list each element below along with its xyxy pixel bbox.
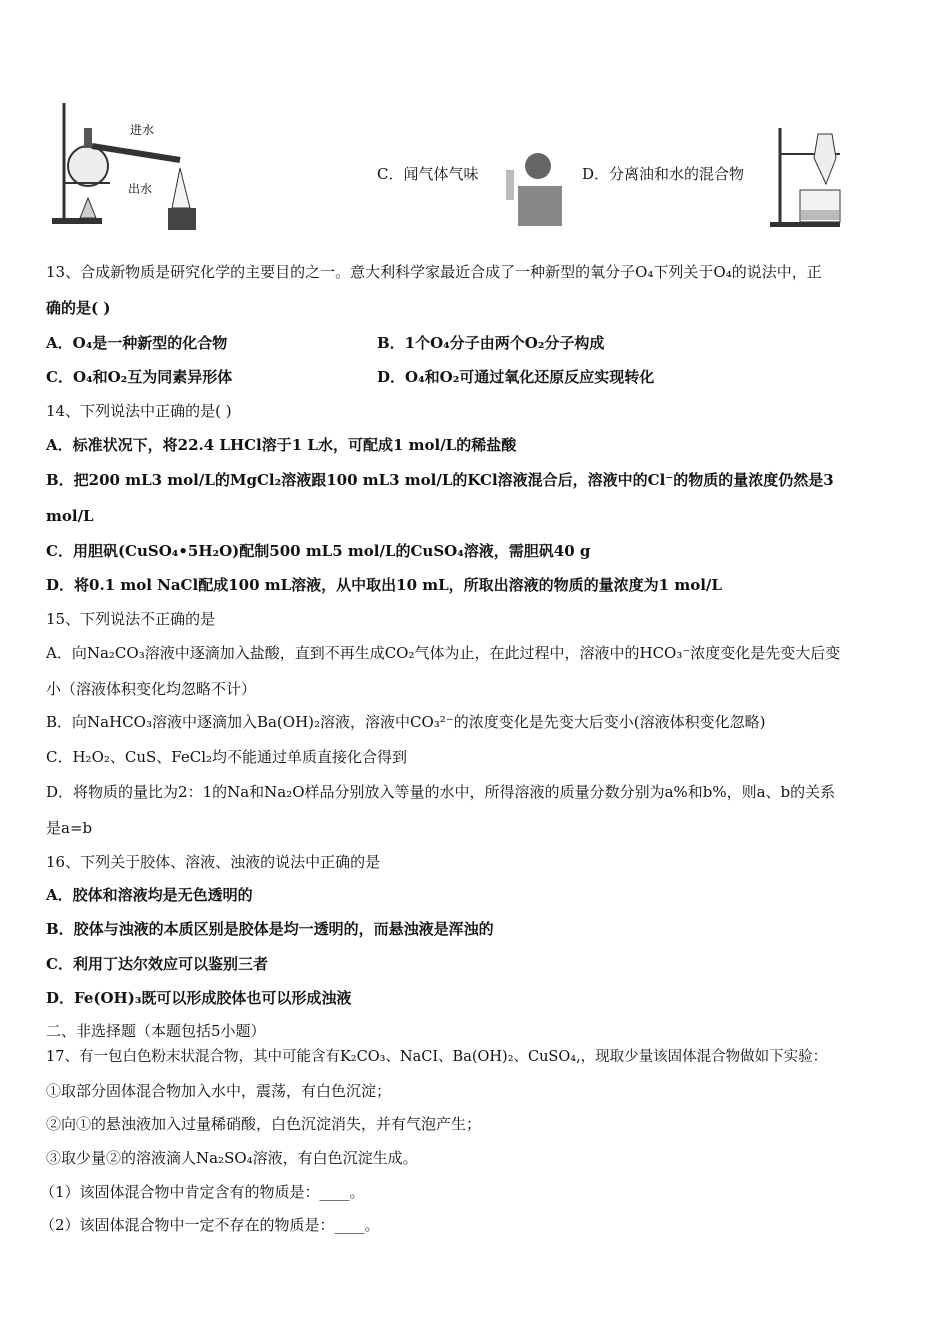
q14-option-c: C．用胆矾(CuSO₄•5H₂O)配制500 mL5 mol/L的CuSO₄溶液，需胆矾40 g — [46, 542, 591, 560]
figure-d-label: D．分离油和水的混合物 — [582, 165, 745, 183]
q15-option-a-line2: 小（溶液体积变化均忽略不计） — [46, 680, 257, 698]
figure-c-label: C．闻气体气味 — [377, 165, 479, 183]
q13-option-a: A．O₄是一种新型的化合物 — [46, 334, 228, 352]
separatory-funnel-figure — [770, 124, 855, 232]
water-out-label: 出水 — [128, 182, 153, 196]
section-heading: 二、非选择题（本题包括5小题） — [46, 1022, 266, 1040]
q15-option-d-line2: 是a=b — [46, 819, 93, 837]
q15-option-b: B．向NaHCO₃溶液中逐滴加入Ba(OH)₂溶液，溶液中CO₃²⁻的浓度变化是先变大后变小(溶液体积变化忽略) — [46, 713, 766, 731]
q15-option-c: C．H₂O₂、CuS、FeCl₂均不能通过单质直接化合得到 — [46, 748, 408, 766]
q13-option-c: C．O₄和O₂互为同素异形体 — [46, 368, 233, 386]
q16-stem: 16、下列关于胶体、溶液、浊液的说法中正确的是 — [46, 853, 381, 871]
q17-part-2: （2）该固体混合物中一定不存在的物质是：____。 — [40, 1216, 380, 1234]
water-in-label: 进水 — [130, 123, 155, 137]
q17-part-1: （1）该固体混合物中肯定含有的物质是：____。 — [40, 1183, 365, 1201]
q13-option-d: D．O₄和O₂可通过氧化还原反应实现转化 — [377, 368, 655, 386]
q13-stem-line2: 确的是( ) — [46, 299, 111, 317]
q17-step-2: ②向①的悬浊液加入过量稀硝酸，白色沉淀消失，并有气泡产生； — [46, 1115, 482, 1133]
q17-stem: 17、有一包白色粉末状混合物，其中可能含有K₂CO₃、NaCI、Ba(OH)₂、CuSO₄,，现取少量该固体混合物做如下实验： — [46, 1049, 828, 1065]
q14-stem: 14、下列说法中正确的是( ) — [46, 402, 232, 420]
q16-option-c: C．利用丁达尔效应可以鉴别三者 — [46, 955, 268, 973]
q15-option-a-line1: A．向Na₂CO₃溶液中逐滴加入盐酸，直到不再生成CO₂气体为止，在此过程中，溶液中的HCO₃⁻浓度变化是先变大后变 — [46, 644, 841, 662]
q15-option-d-line1: D．将物质的量比为2：1的Na和Na₂O样品分别放入等量的水中，所得溶液的质量分数分别为a%和b%，则a、b的关系 — [46, 783, 836, 801]
q14-option-d: D．将0.1 mol NaCl配成100 mL溶液，从中取出10 mL，所取出溶液的物质的量浓度为1 mol/L — [46, 576, 722, 594]
q15-stem: 15、下列说法不正确的是 — [46, 610, 216, 628]
q16-option-b: B．胶体与浊液的本质区别是胶体是均一透明的，而悬浊液是浑浊的 — [46, 920, 494, 938]
q16-option-d: D．Fe(OH)₃既可以形成胶体也可以形成浊液 — [46, 989, 352, 1007]
q13-stem-line1: 13、合成新物质是研究化学的主要目的之一。意大利科学家最近合成了一种新型的氧分子O₄下列关于O₄的说法中，正 — [46, 263, 822, 281]
q14-option-a: A．标准状况下，将22.4 LHCl溶于1 L水，可配成1 mol/L的稀盐酸 — [46, 436, 517, 454]
q16-option-a: A．胶体和溶液均是无色透明的 — [46, 886, 253, 904]
distillation-apparatus-figure — [50, 98, 210, 230]
boy-smelling-gas-figure — [494, 148, 566, 228]
q14-option-b-line1: B．把200 mL3 mol/L的MgCl₂溶液跟100 mL3 mol/L的KCl溶液混合后，溶液中的Cl⁻的物质的量浓度仍然是3 — [46, 471, 834, 489]
q13-option-b: B．1个O₄分子由两个O₂分子构成 — [377, 334, 605, 352]
q14-option-b-line2: mol/L — [46, 507, 94, 525]
q17-step-3: ③取少量②的溶液滴人Na₂SO₄溶液，有白色沉淀生成。 — [46, 1149, 418, 1167]
q17-step-1: ①取部分固体混合物加入水中，震荡，有白色沉淀； — [46, 1082, 392, 1100]
